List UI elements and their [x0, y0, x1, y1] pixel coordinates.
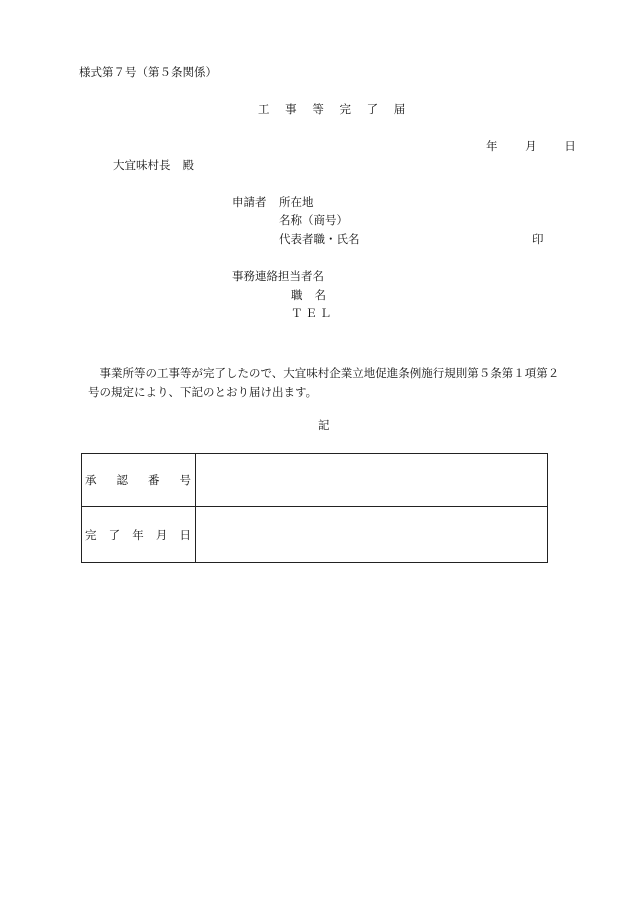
title-char: 完	[339, 102, 351, 116]
document-title	[258, 104, 417, 116]
info-table	[81, 453, 548, 563]
table-row	[82, 507, 548, 563]
title-char: 工	[258, 102, 270, 116]
addressee-name: 大宜味村長	[113, 158, 171, 172]
applicant-address-label: 所在地	[279, 195, 314, 209]
applicant-representative-label: 代表者職・氏名	[279, 232, 360, 246]
applicant-label: 申請者	[232, 195, 267, 209]
title-char: 等	[312, 102, 324, 116]
date-year-label: 年	[486, 139, 498, 153]
approval-number-label: 承 認 番 号	[82, 454, 196, 507]
addressee	[113, 160, 194, 172]
date-day-label: 日	[564, 139, 576, 153]
seal-mark: 印	[532, 232, 544, 246]
contact-title-char: 職	[291, 288, 303, 302]
body-line: 号の規定により、下記のとおり届け出ます。	[88, 385, 318, 399]
applicant-name-label: 名称（商号）	[279, 213, 348, 227]
title-char: 届	[393, 102, 406, 116]
contact-tel-label: ＴＥＬ	[291, 306, 335, 320]
contact-person-label: 事務連絡担当者名	[232, 269, 324, 283]
completion-date-field[interactable]	[196, 507, 548, 563]
date-line	[486, 141, 576, 153]
ki-heading: 記	[318, 418, 330, 432]
form-number: 様式第７号（第５条関係）	[79, 65, 217, 79]
addressee-honorific: 殿	[182, 158, 194, 172]
body-text	[88, 364, 588, 402]
completion-date-label: 完 了 年 月 日	[82, 507, 196, 563]
body-line: 事業所等の工事等が完了したので、大宜味村企業立地促進条例施行規則第５条第１項第２	[88, 366, 560, 380]
title-char: 了	[366, 102, 379, 116]
approval-number-field[interactable]	[196, 454, 548, 507]
date-month-label: 月	[525, 139, 537, 153]
title-char: 事	[285, 102, 297, 116]
contact-title-label	[291, 290, 326, 302]
contact-title-char: 名	[314, 288, 326, 302]
table-row	[82, 454, 548, 507]
